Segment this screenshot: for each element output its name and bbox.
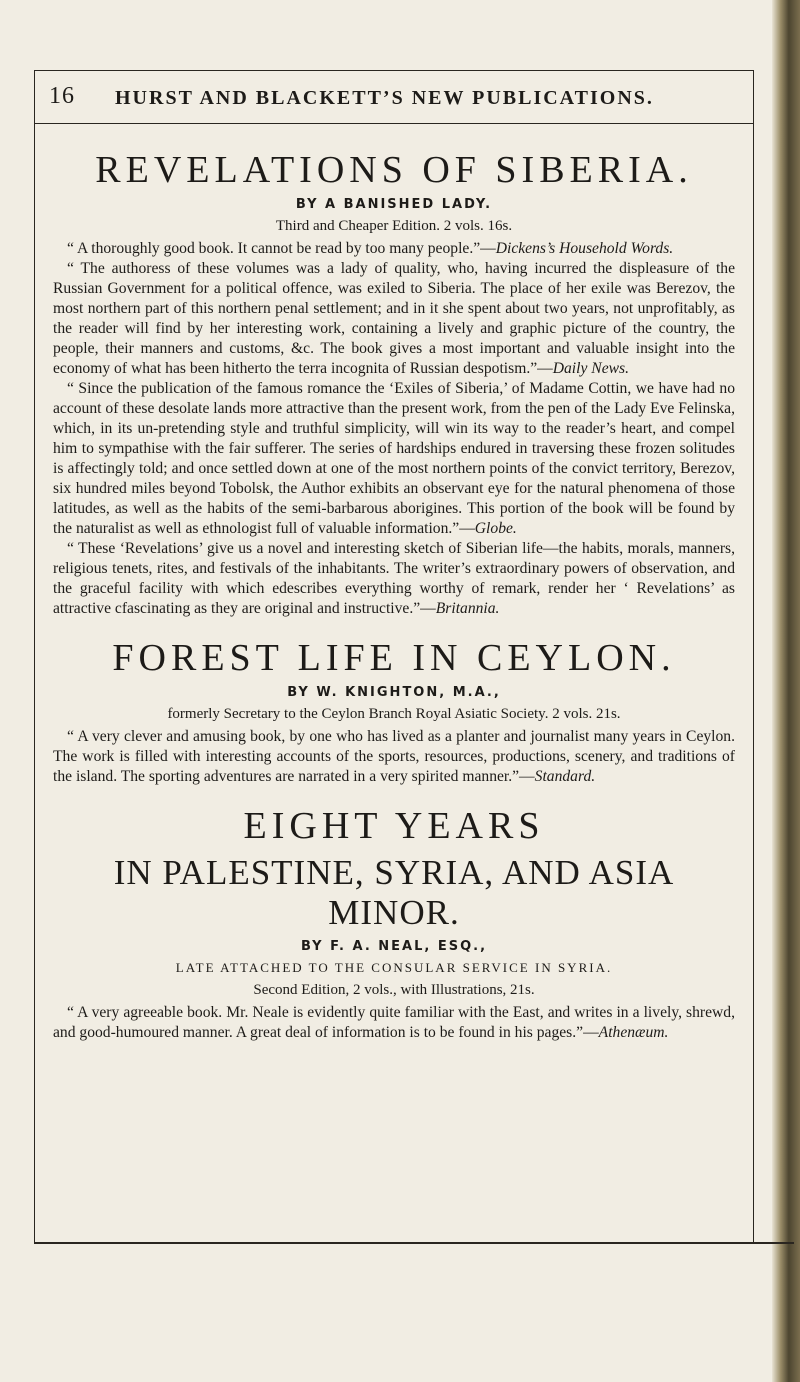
section-title-line1: EIGHT YEARS: [243, 805, 545, 847]
review-paragraph: [53, 259, 735, 379]
page-header: [35, 71, 753, 124]
section-byline: BY W. KNIGHTON, M.A.,: [287, 685, 501, 700]
section-title: FOREST LIFE IN CEYLON.: [112, 637, 676, 679]
review-text: “ The authoress of these volumes was a lady of quality, who, having incurred the displeasure of the Russian Government for a political offence, was exiled to Siberia. The place of her exile was Berezov, the most northern part of this northern penal settlement; and in it she spent about two years, not unprofitably, as the reader will find by her interesting work, containing a lively and graphic picture of the country, the people, their manners and customs, &c. The book gives a most important and valuable insight into the economy of what has been hitherto the terra incognita of Russian despotism.”—: [53, 260, 735, 377]
review-source: Athenæum.: [598, 1024, 669, 1041]
review-text: “ A very agreeable book. Mr. Neale is evidently quite familiar with the East, and writes in a lively, shrewd, and good-humoured manner. A great deal of information is to be found in his pages.”—: [53, 1004, 735, 1041]
page-number: 16: [49, 83, 75, 109]
review-paragraph: [53, 379, 735, 539]
section-ceylon: [35, 637, 753, 787]
section-siberia: [35, 149, 753, 619]
section-title-line2: IN PALESTINE, SYRIA, AND ASIA MINOR.: [113, 853, 675, 932]
review-paragraph: [53, 239, 735, 259]
review-paragraph: [53, 727, 735, 787]
section-edition: formerly Secretary to the Ceylon Branch Royal Asiatic Society. 2 vols. 21s.: [167, 706, 621, 722]
section-edition: Second Edition, 2 vols., with Illustrations, 21s.: [253, 982, 535, 998]
section-author-note: LATE ATTACHED TO THE CONSULAR SERVICE IN SYRIA.: [175, 960, 613, 975]
section-byline: BY A BANISHED LADY.: [295, 197, 493, 212]
page-content: [35, 131, 753, 1043]
page-bottom-rule: [34, 1242, 794, 1247]
section-title: REVELATIONS OF SIBERIA.: [95, 149, 693, 191]
book-page: [34, 70, 754, 1243]
section-byline: BY F. A. NEAL, ESQ.,: [300, 939, 488, 954]
review-source: Globe.: [474, 520, 517, 537]
review-text: “ A very clever and amusing book, by one who has lived as a planter and journalist many years in Ceylon. The work is filled with interesting accounts of the sports, resources, productions, scenery, and traditions of the island. The sporting adventures are narrated in a very spirited manner.”—: [53, 728, 735, 785]
review-source: Britannia.: [435, 600, 500, 617]
review-text: “ Since the publication of the famous romance the ‘Exiles of Siberia,’ of Madame Cottin, we have had no account of these desolate lands more attractive than the present work, from the pen of the Lady Eve Felinska, which, in its un-pretending style and truthful simplicity, will win its way to the reader’s heart, and compel him to sympathise with the fair sufferer. The series of hardships endured in traversing these frozen solitudes is affectingly told; and once settled down at one of the most northern points of the convict territory, Berezov, six hundred miles beyond Tobolsk, the Author exhibits an observant eye for the natural phenomena of those latitudes, as well as the habits of the semi-barbarous aborigines. This portion of the book will be found by the naturalist as well as ethnologist full of valuable information.”—: [53, 380, 735, 537]
page-edge-shadow: [772, 0, 800, 1382]
review-source: Daily News.: [552, 360, 629, 377]
review-paragraph: [53, 539, 735, 619]
review-text: “ These ‘Revelations’ give us a novel and interesting sketch of Siberian life—the habits, morals, manners, religious tenets, rites, and festivals of the inhabitants. The writer’s extraordinary powers of observation, and the graceful facility with which edescribes everything worthy of remark, render her ‘ Revelations’ as attractive cfascinating as they are original and instructive.”—: [53, 540, 735, 617]
review-paragraph: [53, 1003, 735, 1043]
running-title: HURST AND BLACKETT’S NEW PUBLICATIONS.: [115, 87, 654, 109]
review-source: Standard.: [534, 768, 596, 785]
review-text: “ A thoroughly good book. It cannot be read by too many people.”—: [67, 240, 496, 257]
section-edition: Third and Cheaper Edition. 2 vols. 16s.: [275, 218, 513, 234]
review-source: Dickens’s Household Words.: [495, 240, 674, 257]
section-palestine: [35, 805, 753, 1043]
